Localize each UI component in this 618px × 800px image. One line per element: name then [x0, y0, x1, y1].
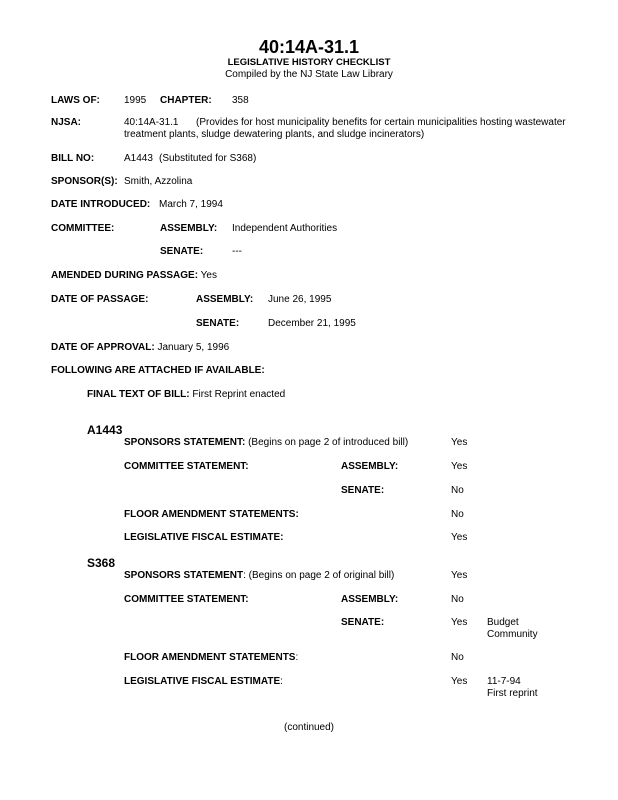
- a1443-sponsors-label: SPONSORS STATEMENT:: [124, 437, 246, 448]
- s368-fiscal-note-line2: First reprint: [487, 688, 538, 699]
- chapter-label: CHAPTER:: [160, 95, 212, 106]
- bill-no-note: (Substituted for S368): [159, 153, 257, 164]
- passage-senate-label: SENATE:: [196, 318, 240, 329]
- date-of-passage-label: DATE OF PASSAGE:: [51, 294, 149, 305]
- date-introduced-value: March 7, 1994: [159, 199, 223, 210]
- committee-senate-value: ---: [232, 246, 242, 257]
- s368-floor-colon: :: [295, 652, 299, 663]
- njsa-label: NJSA:: [51, 117, 82, 128]
- s368-senate-note-line1: Budget: [487, 617, 519, 628]
- laws-of-value: 1995: [124, 95, 147, 106]
- s368-floor-row: [124, 652, 298, 664]
- compiled-by: Compiled by the NJ State Law Library: [225, 69, 393, 80]
- s368-fiscal-label: LEGISLATIVE FISCAL ESTIMATE: [124, 676, 281, 687]
- amended-value: Yes: [200, 270, 217, 281]
- passage-senate-value: December 21, 1995: [268, 318, 356, 329]
- s368-fiscal-note-line1: 11-7-94: [487, 676, 521, 687]
- a1443-sponsors-value: Yes: [451, 437, 468, 448]
- a1443-committee-label: COMMITTEE STATEMENT:: [124, 461, 249, 472]
- s368-senate-value: Yes: [451, 617, 468, 628]
- amended-label: AMENDED DURING PASSAGE:: [51, 270, 199, 281]
- passage-assembly-label: ASSEMBLY:: [196, 294, 254, 305]
- s368-sponsors-label: SPONSORS STATEMENT: [124, 570, 244, 581]
- final-text-row: [87, 389, 285, 401]
- s368-assembly-label: ASSEMBLY:: [341, 594, 399, 605]
- amended-row: [51, 270, 217, 282]
- s368-sponsors-note: : (Begins on page 2 of original bill): [243, 570, 395, 581]
- s368-fiscal-colon: :: [280, 676, 283, 687]
- page-title: 40:14A-31.1: [258, 37, 360, 57]
- s368-fiscal-row: [124, 676, 283, 688]
- bill-no-value: A1443: [124, 153, 153, 164]
- committee-assembly-value: Independent Authorities: [232, 223, 338, 234]
- date-of-approval-value: January 5, 1996: [157, 342, 230, 353]
- chapter-value: 358: [232, 95, 249, 106]
- s368-senate-label: SENATE:: [341, 617, 385, 628]
- date-of-approval-label: DATE OF APPROVAL:: [51, 342, 155, 353]
- a1443-senate-label: SENATE:: [341, 485, 385, 496]
- s368-sponsors-row: [124, 570, 394, 582]
- passage-assembly-value: June 26, 1995: [268, 294, 332, 305]
- date-of-approval-row: [51, 342, 229, 354]
- sponsors-value: Smith, Azzolina: [124, 176, 193, 187]
- njsa-description-line2: treatment plants, sludge dewatering plants, and sludge incinerators): [124, 129, 425, 140]
- s368-floor-label: FLOOR AMENDMENT STATEMENTS: [124, 652, 296, 663]
- a1443-fiscal-value: Yes: [451, 532, 468, 543]
- date-introduced-label: DATE INTRODUCED:: [51, 199, 151, 210]
- s368-senate-note-line2: Community: [487, 629, 538, 640]
- a1443-fiscal-label: LEGISLATIVE FISCAL ESTIMATE:: [124, 532, 284, 543]
- s368-fiscal-value: Yes: [451, 676, 468, 687]
- s368-floor-value: No: [451, 652, 464, 663]
- sponsors-label: SPONSOR(S):: [51, 176, 118, 187]
- laws-of-label: LAWS OF:: [51, 95, 100, 106]
- a1443-floor-label: FLOOR AMENDMENT STATEMENTS:: [124, 509, 299, 520]
- s368-committee-label: COMMITTEE STATEMENT:: [124, 594, 249, 605]
- page-subtitle: LEGISLATIVE HISTORY CHECKLIST: [227, 57, 391, 68]
- s368-sponsors-value: Yes: [451, 570, 468, 581]
- committee-senate-label: SENATE:: [160, 246, 204, 257]
- a1443-sponsors-note: (Begins on page 2 of introduced bill): [248, 437, 409, 448]
- committee-assembly-label: ASSEMBLY:: [160, 223, 218, 234]
- a1443-floor-value: No: [451, 509, 464, 520]
- bill-no-label: BILL NO:: [51, 153, 95, 164]
- s368-assembly-value: No: [451, 594, 464, 605]
- a1443-assembly-value: Yes: [451, 461, 468, 472]
- continued-note: (continued): [283, 722, 335, 733]
- final-text-value: First Reprint enacted: [192, 389, 286, 400]
- a1443-sponsors-row: [124, 437, 408, 449]
- njsa-description-line1: (Provides for host municipality benefits for certain municipalities hosting wastewater: [196, 117, 566, 128]
- a1443-senate-value: No: [451, 485, 464, 496]
- following-attached-label: FOLLOWING ARE ATTACHED IF AVAILABLE:: [51, 365, 265, 376]
- a1443-assembly-label: ASSEMBLY:: [341, 461, 399, 472]
- a1443-heading: A1443: [87, 423, 123, 437]
- s368-heading: S368: [87, 556, 116, 570]
- njsa-section: 40:14A-31.1: [124, 117, 179, 128]
- committee-label: COMMITTEE:: [51, 223, 115, 234]
- final-text-label: FINAL TEXT OF BILL:: [87, 389, 190, 400]
